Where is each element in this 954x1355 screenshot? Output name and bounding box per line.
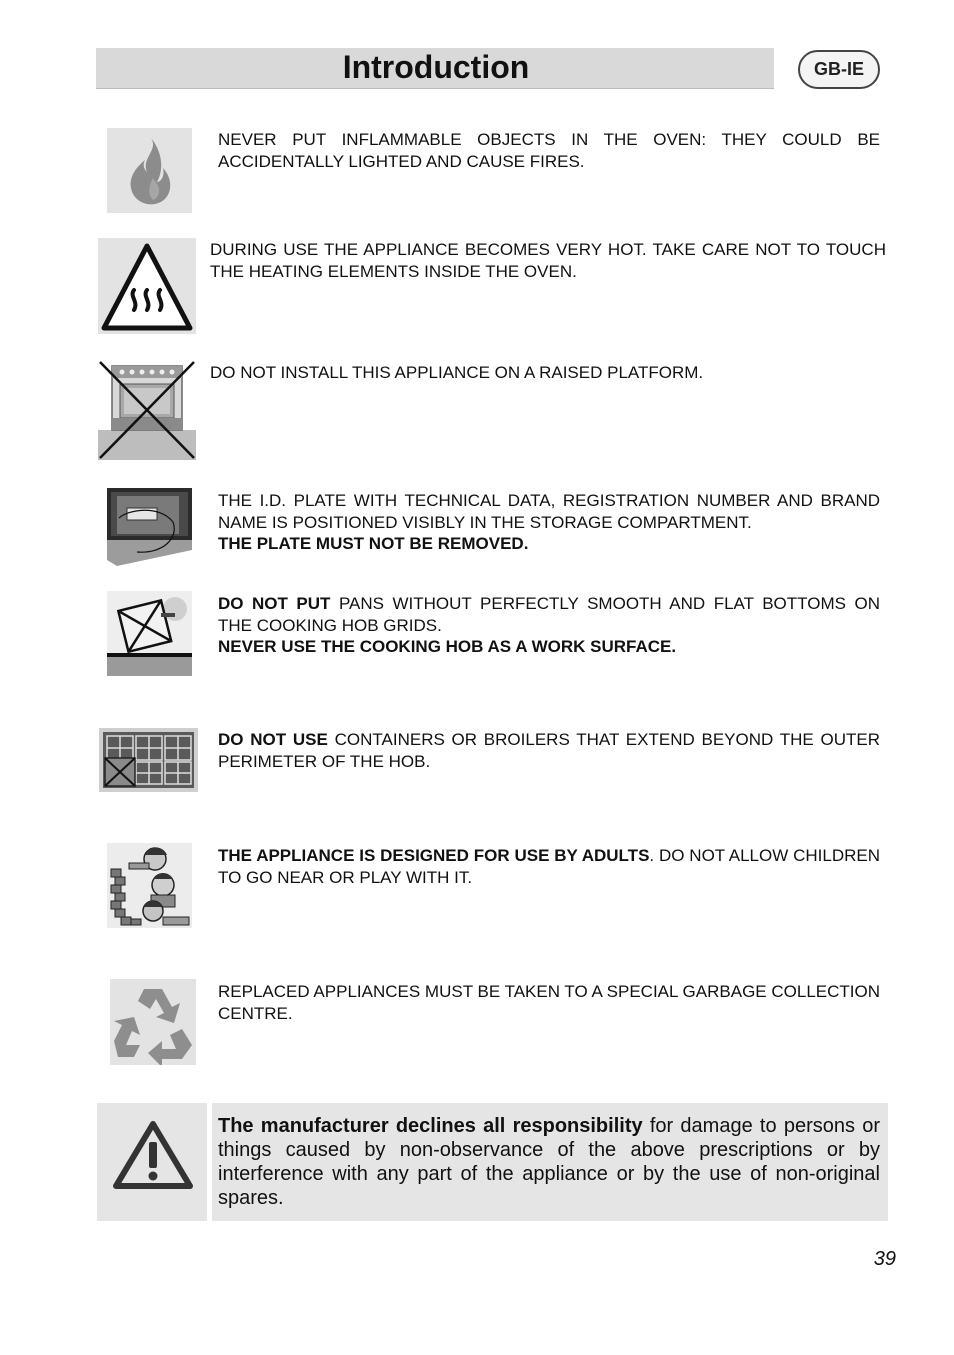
id-plate-text: THE I.D. PLATE WITH TECHNICAL DATA, REGISTRATION NUMBER AND BRAND NAME IS POSITIONED VISIBLY IN THE STORAGE COMPARTMENT. <box>218 491 880 532</box>
recycle-icon <box>110 979 196 1065</box>
title-bar <box>96 48 774 89</box>
no-raised-platform-icon <box>98 360 196 460</box>
containers-bold-lead: DO NOT USE <box>218 730 328 749</box>
disclaimer-divider <box>207 1103 212 1221</box>
hot-surface-warning-icon <box>98 238 196 334</box>
warning-text-flammable: NEVER PUT INFLAMMABLE OBJECTS IN THE OVEN: THEY COULD BE ACCIDENTALLY LIGHTED AND CAUSE FIRES. <box>218 130 880 171</box>
children-text: . DO NOT ALLOW CHILDREN TO GO NEAR OR PLAY WITH IT. <box>218 846 880 887</box>
warning-triangle-icon <box>110 1118 196 1194</box>
warning-text-platform: DO NOT INSTALL THIS APPLIANCE ON A RAISED PLATFORM. <box>210 363 704 382</box>
flame-icon <box>107 128 192 213</box>
warning-text-children <box>218 845 880 888</box>
id-plate-icon <box>107 488 192 566</box>
children-bold-lead: THE APPLIANCE IS DESIGNED FOR USE BY ADULTS <box>218 846 650 865</box>
language-badge: GB-IE <box>798 50 880 89</box>
containers-text: CONTAINERS OR BROILERS THAT EXTEND BEYOND THE OUTER PERIMETER OF THE HOB. <box>218 730 880 771</box>
no-uneven-pans-icon <box>107 591 192 676</box>
disclaimer-body: for damage to persons or things caused by non-observance of the above prescriptions or by interference with any part of the appliance or by the use of non-original spares. <box>218 1115 880 1209</box>
disclaimer-text <box>218 1114 880 1210</box>
warning-text-containers <box>218 729 880 772</box>
page-title: Introduction <box>342 49 530 85</box>
hob-containers-icon <box>99 728 198 792</box>
disclaimer-bold-lead: The manufacturer declines all responsibility <box>218 1115 643 1137</box>
warning-text-recycle: REPLACED APPLIANCES MUST BE TAKEN TO A SPECIAL GARBAGE COLLECTION CENTRE. <box>218 982 880 1023</box>
page-number: 39 <box>873 1248 896 1270</box>
warning-text-pans <box>218 593 880 658</box>
warning-text-id-plate <box>218 490 880 555</box>
pans-text: PANS WITHOUT PERFECTLY SMOOTH AND FLAT BOTTOMS ON THE COOKING HOB GRIDS. <box>218 594 880 635</box>
warning-text-hot: DURING USE THE APPLIANCE BECOMES VERY HOT. TAKE CARE NOT TO TOUCH THE HEATING ELEMENTS INSIDE THE OVEN. <box>210 240 886 281</box>
children-icon <box>107 843 192 928</box>
pans-bold-text: NEVER USE THE COOKING HOB AS A WORK SURFACE. <box>218 637 677 656</box>
id-plate-bold-text: THE PLATE MUST NOT BE REMOVED. <box>218 534 529 553</box>
pans-bold-lead: DO NOT PUT <box>218 594 331 613</box>
